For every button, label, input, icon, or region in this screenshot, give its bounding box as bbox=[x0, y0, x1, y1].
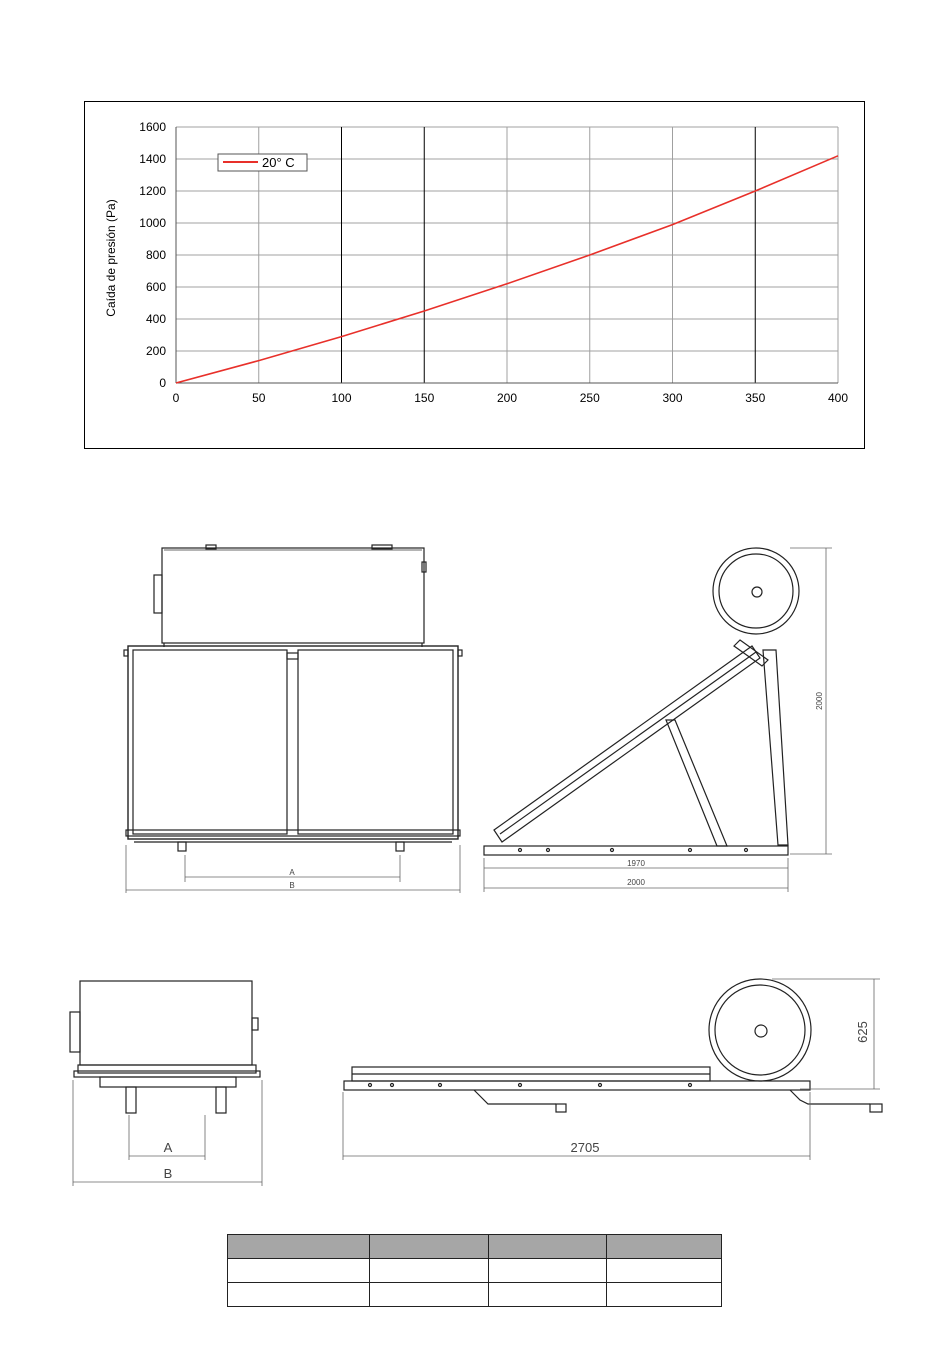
table-cell bbox=[228, 1259, 370, 1283]
technical-drawings bbox=[0, 470, 950, 1210]
x-tick-label: 200 bbox=[496, 391, 518, 405]
x-tick-label: 400 bbox=[827, 391, 849, 405]
y-tick-label: 400 bbox=[145, 312, 166, 326]
table-cell bbox=[370, 1259, 489, 1283]
x-tick-label: 350 bbox=[745, 391, 766, 405]
table-cell bbox=[489, 1283, 607, 1307]
front-dim-b: B bbox=[289, 881, 295, 890]
side-dim-inner: 1970 bbox=[627, 859, 645, 868]
y-tick-label: 1400 bbox=[139, 152, 166, 166]
table-cell bbox=[489, 1259, 607, 1283]
x-tick-label: 100 bbox=[331, 391, 352, 405]
x-tick-label: 50 bbox=[252, 391, 266, 405]
y-tick-label: 0 bbox=[159, 376, 166, 390]
table-header-cell bbox=[607, 1235, 722, 1259]
front-view-drawing bbox=[124, 545, 462, 851]
side-dim-height: 2000 bbox=[815, 692, 824, 710]
flat-side-view-drawing bbox=[344, 979, 882, 1112]
x-tick-label: 0 bbox=[172, 391, 180, 405]
front-dim-a: A bbox=[289, 868, 295, 877]
y-axis-label: Caída de presión (Pa) bbox=[104, 199, 118, 317]
table-cell bbox=[228, 1283, 370, 1307]
table-cell bbox=[607, 1259, 722, 1283]
side-dim-outer: 2000 bbox=[627, 878, 645, 887]
spec-table bbox=[227, 1234, 722, 1307]
table-cell bbox=[370, 1283, 489, 1307]
table-header-row bbox=[228, 1235, 722, 1259]
chart-legend bbox=[218, 154, 307, 171]
flat-front-dim-a: A bbox=[163, 1140, 173, 1155]
legend-label: 20° C bbox=[262, 155, 295, 170]
x-tick-label: 150 bbox=[414, 391, 435, 405]
pressure-drop-chart bbox=[0, 0, 950, 460]
y-tick-label: 200 bbox=[145, 344, 166, 358]
y-tick-label: 800 bbox=[145, 248, 166, 262]
y-tick-label: 1600 bbox=[139, 120, 166, 134]
table-header-cell bbox=[370, 1235, 489, 1259]
flat-side-dim-length: 2705 bbox=[570, 1140, 600, 1155]
x-tick-label: 300 bbox=[662, 391, 683, 405]
table-row bbox=[228, 1259, 722, 1283]
flat-front-view-drawing bbox=[70, 981, 260, 1113]
flat-front-dim-b: B bbox=[163, 1166, 173, 1181]
table-row bbox=[228, 1283, 722, 1307]
table-cell bbox=[607, 1283, 722, 1307]
y-tick-label: 1000 bbox=[139, 216, 166, 230]
side-view-drawing bbox=[484, 548, 799, 855]
flat-side-dim-height: 625 bbox=[855, 1021, 870, 1043]
table-header-cell bbox=[228, 1235, 370, 1259]
table-header-cell bbox=[489, 1235, 607, 1259]
y-tick-label: 1200 bbox=[139, 184, 166, 198]
x-tick-label: 250 bbox=[579, 391, 600, 405]
y-tick-label: 600 bbox=[145, 280, 166, 294]
